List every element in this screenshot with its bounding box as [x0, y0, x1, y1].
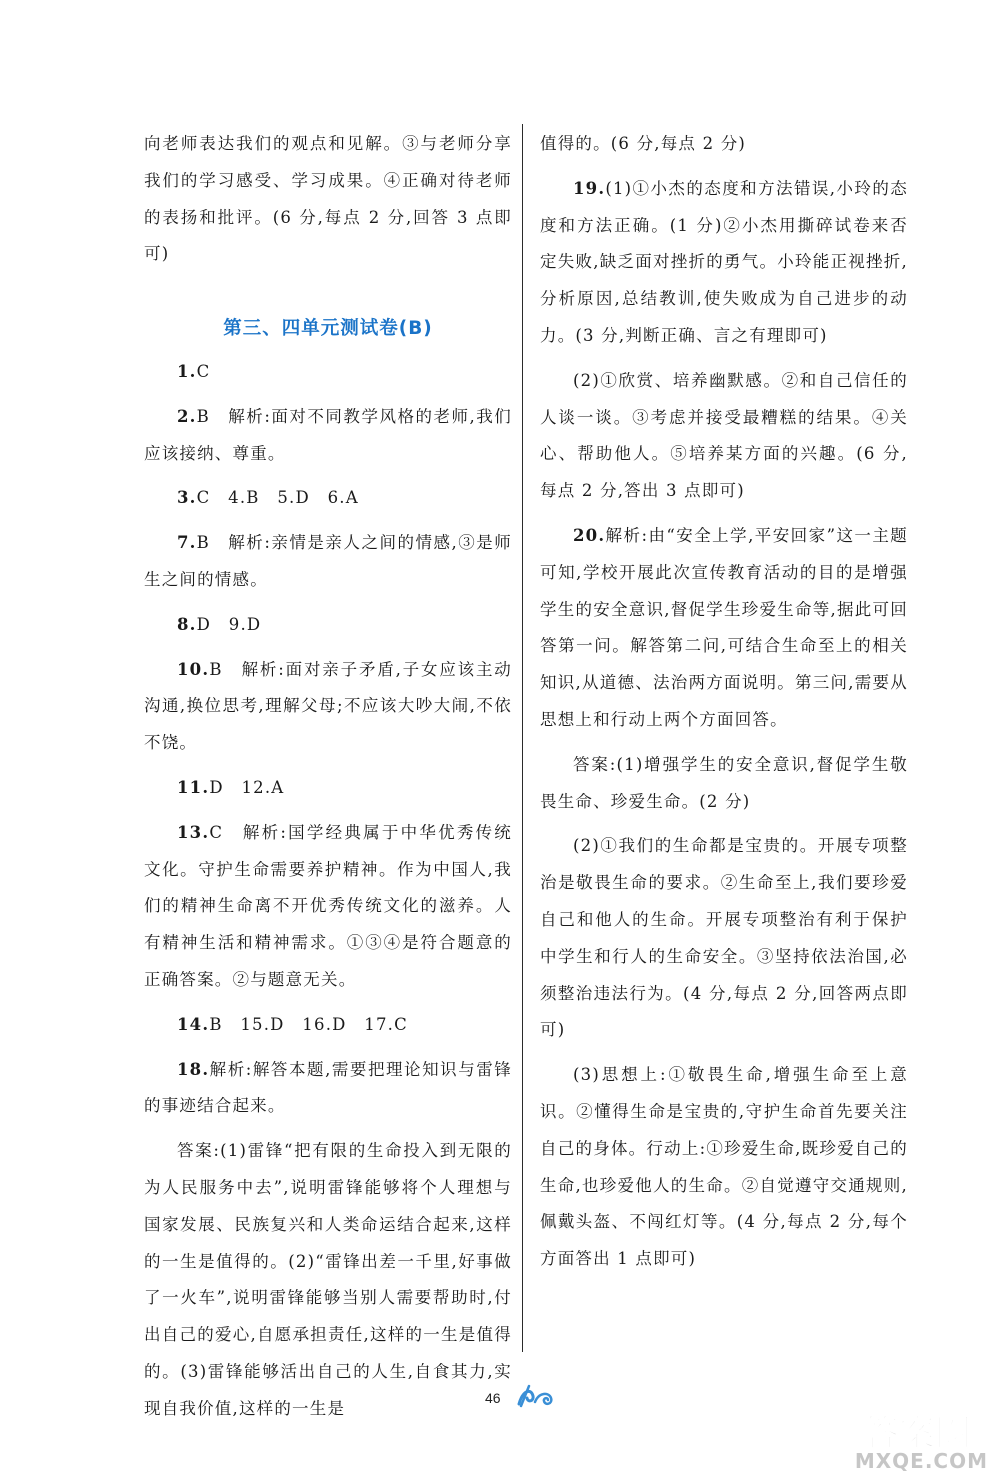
- answer-item: [144, 354, 512, 391]
- page-number: 46: [485, 1390, 501, 1406]
- answer-text: 解析:解答本题,需要把理论知识与雷锋的事迹结合起来。: [144, 1059, 512, 1116]
- right-column: [540, 126, 908, 1278]
- section-title: 第三、四单元测试卷(B): [223, 318, 433, 340]
- answer-number: 10.: [177, 659, 210, 679]
- swirl-ornament-icon: [515, 1382, 559, 1410]
- answer-number: 14.: [177, 1014, 210, 1034]
- q19-part1-paragraph: [540, 171, 908, 355]
- answer-text: D 9.D: [196, 614, 262, 634]
- answer-number: 1.: [177, 361, 197, 381]
- column-divider: [522, 124, 523, 1352]
- continued-paragraph: 值得的。(6 分,每点 2 分): [540, 134, 747, 153]
- q19-part2-paragraph: (2)①欣赏、培养幽默感。②和自己信任的人谈一谈。③考虑并接受最糟糕的结果。④关心、帮助他人。⑤培养某方面的兴趣。(6 分,每点 2 分,答出 3 点即可): [540, 370, 908, 501]
- q20-analysis-text: 解析:由“安全上学,平安回家”这一主题可知,学校开展此次宣传教育活动的目的是增强学生的安全意识,督促学生珍爱生命等,据此可回答第一问。解答第二问,可结合生命至上的相关知识,从道德、法治两方面说明。第三问,需要从思想上和行动上两个方面回答。: [540, 525, 908, 729]
- q18-answer-paragraph: 答案:(1)雷锋“把有限的生命投入到无限的为人民服务中去”,说明雷锋能够将个人理想与国家发展、民族复兴和人类命运结合起来,这样的一生是值得的。(2)“雷锋出差一千里,好事做了一火车”,说明雷锋能够当别人需要帮助时,付出自己的爱心,自愿承担责任,这样的一生是值得的。(3)雷锋能够活出自己的人生,自食其力,实现自我价值,这样的一生是: [144, 1141, 512, 1418]
- answer-number: 7.: [177, 533, 197, 553]
- answer-text: B 15.D 16.D 17.C: [209, 1014, 408, 1034]
- answer-item: [144, 480, 512, 517]
- answer-item: [144, 399, 512, 473]
- answer-number: 8.: [177, 614, 197, 634]
- answer-text: B 解析:面对不同教学风格的老师,我们应该接纳、尊重。: [144, 406, 512, 463]
- answer-number: 11.: [177, 777, 210, 797]
- question-number: 20.: [573, 525, 606, 545]
- answer-list: [144, 354, 512, 1125]
- answer-text: D 12.A: [209, 777, 285, 797]
- q19-part1-text: (1)①小杰的态度和方法错误,小玲的态度和方法正确。(1 分)②小杰用撕碎试卷来否定失败,缺乏面对挫折的勇气。小玲能正视挫折,分析原因,总结教训,使失败成为自己进步的动力。(3 分,判断正确、言之有理即可): [540, 178, 908, 345]
- answer-item: [144, 1007, 512, 1044]
- left-column: [144, 126, 512, 1428]
- answer-item: [144, 1052, 512, 1126]
- answer-text: C 4.B 5.D 6.A: [196, 488, 359, 508]
- answer-number: 18.: [177, 1059, 210, 1079]
- q20-answer1-paragraph: 答案:(1)增强学生的安全意识,督促学生敬畏生命、珍爱生命。(2 分): [540, 754, 908, 811]
- answer-item: [144, 652, 512, 762]
- answer-number: 3.: [177, 488, 197, 508]
- answer-number: 13.: [177, 822, 210, 842]
- watermark-url: MXQE.COM: [854, 1449, 988, 1473]
- watermark-text: 答案圈: [862, 1413, 972, 1454]
- answer-number: 2.: [177, 406, 197, 426]
- answer-text: C 解析:国学经典属于中华优秀传统文化。守护生命需要养护精神。作为中国人,我们的精神生命离不开优秀传统文化的滋养。人有精神生活和精神需求。①③④是符合题意的正确答案。②与题意无关。: [144, 822, 512, 989]
- q20-answer2-paragraph: (2)①我们的生命都是宝贵的。开展专项整治是敬畏生命的要求。②生命至上,我们要珍爱自己和他人的生命。开展专项整治有利于保护中学生和行人的生命安全。③坚持依法治国,必须整治违法行为。(4 分,每点 2 分,回答两点即可): [540, 836, 908, 1040]
- question-number: 19.: [573, 178, 606, 198]
- answer-text: C: [196, 361, 211, 381]
- answer-item: [144, 770, 512, 807]
- continued-paragraph: 向老师表达我们的观点和见解。③与老师分享我们的学习感受、学习成果。④正确对待老师的表扬和批评。(6 分,每点 2 分,回答 3 点即可): [144, 134, 512, 264]
- answer-item: [144, 607, 512, 644]
- answer-item: [144, 525, 512, 599]
- answer-text: B 解析:面对亲子矛盾,子女应该主动沟通,换位思考,理解父母;不应该大吵大闹,不依不饶。: [144, 659, 512, 753]
- answer-item: [144, 815, 512, 999]
- q20-answer3-paragraph: (3)思想上:①敬畏生命,增强生命至上意识。②懂得生命是宝贵的,守护生命首先要关注自己的身体。行动上:①珍爱生命,既珍爱自己的生命,也珍爱他人的生命。②自觉遵守交通规则,佩戴头盔、不闯红灯等。(4 分,每点 2 分,每个方面答出 1 点即可): [540, 1065, 908, 1269]
- answer-text: B 解析:亲情是亲人之间的情感,③是师生之间的情感。: [144, 533, 512, 589]
- q20-analysis-paragraph: [540, 518, 908, 739]
